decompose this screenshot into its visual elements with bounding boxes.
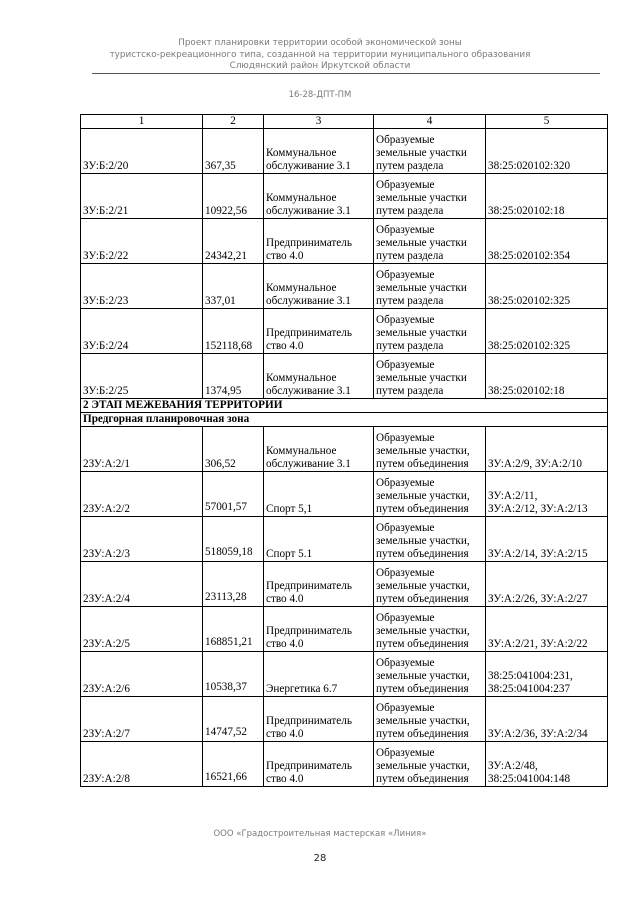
- formation-method-line: земельные участки,: [376, 535, 470, 547]
- column-header-2: 2: [203, 115, 264, 129]
- plot-designation-cell: ЗУ:Б:2/23: [81, 264, 203, 309]
- formation-method-line: путем раздела: [376, 385, 444, 397]
- source-plots-line: 38:25:020102:325: [488, 295, 571, 307]
- formation-method-line: земельные участки,: [376, 490, 470, 502]
- area-value: 1374,95: [205, 385, 242, 397]
- source-plots-cell: [486, 562, 608, 607]
- land-use-line: Предприниматель: [266, 625, 352, 637]
- source-plots-cell: [486, 219, 608, 264]
- source-plots-cell: [486, 652, 608, 697]
- formation-method-line: земельные участки,: [376, 625, 470, 637]
- formation-method-cell: [374, 652, 486, 697]
- land-use-line: Коммунальное: [266, 192, 337, 204]
- table-row: [81, 562, 608, 607]
- area-value: 518059,18: [205, 546, 253, 558]
- formation-method-line: земельные участки: [376, 147, 467, 159]
- area-cell: [203, 562, 264, 607]
- area-cell: [203, 472, 264, 517]
- area-value: 152118,68: [205, 340, 253, 352]
- formation-method-cell: [374, 264, 486, 309]
- formation-method-line: путем объединения: [376, 458, 469, 470]
- plot-designation-cell: ЗУ:Б:2/22: [81, 219, 203, 264]
- area-cell: [203, 607, 264, 652]
- formation-method-line: путем раздела: [376, 295, 444, 307]
- formation-method-cell: [374, 472, 486, 517]
- table-row: [81, 742, 608, 787]
- source-plots-cell: [486, 427, 608, 472]
- plot-designation-cell: 2ЗУ:А:2/3: [81, 517, 203, 562]
- area-value: 16521,66: [205, 771, 247, 783]
- source-plots-cell: [486, 129, 608, 174]
- source-plots-line: 38:25:020102:18: [488, 205, 565, 217]
- formation-method-line: земельные участки: [376, 372, 467, 384]
- table-row: [81, 472, 608, 517]
- land-use-line: Коммунальное: [266, 282, 337, 294]
- source-plots-line: ЗУ:А:2/11,: [488, 490, 538, 502]
- area-cell: [203, 219, 264, 264]
- formation-method-cell: [374, 309, 486, 354]
- formation-method-line: земельные участки: [376, 327, 467, 339]
- table-row: [81, 607, 608, 652]
- land-use-line: ство 4.0: [266, 340, 304, 352]
- land-use-cell: [264, 309, 374, 354]
- source-plots-cell: [486, 309, 608, 354]
- land-use-cell: [264, 219, 374, 264]
- formation-method-line: Образуемые: [376, 567, 435, 579]
- area-value: 306,52: [205, 458, 236, 470]
- land-use-line: Спорт 5.1: [266, 548, 313, 560]
- formation-method-line: Образуемые: [376, 747, 435, 759]
- area-cell: [203, 697, 264, 742]
- source-plots-line: 38:25:041004:237: [488, 683, 571, 695]
- area-value: 168851,21: [205, 636, 253, 648]
- header-rule: [92, 73, 600, 74]
- formation-method-cell: [374, 742, 486, 787]
- formation-method-line: путем раздела: [376, 250, 444, 262]
- source-plots-cell: [486, 517, 608, 562]
- formation-method-line: земельные участки,: [376, 715, 470, 727]
- land-use-line: ство 4.0: [266, 773, 304, 785]
- footer-company: ООО «Градостроительная мастерская «Линия»: [213, 829, 427, 839]
- column-header-5: 5: [486, 115, 608, 129]
- formation-method-line: путем объединения: [376, 773, 469, 785]
- source-plots-cell: [486, 697, 608, 742]
- source-plots-cell: [486, 742, 608, 787]
- table-row: [81, 174, 608, 219]
- source-plots-line: ЗУ:А:2/9, ЗУ:А:2/10: [488, 458, 583, 470]
- land-use-line: обслуживание 3.1: [266, 385, 351, 397]
- land-use-line: Коммунальное: [266, 372, 337, 384]
- land-use-line: Коммунальное: [266, 445, 337, 457]
- land-use-cell: [264, 607, 374, 652]
- formation-method-line: Образуемые: [376, 702, 435, 714]
- column-header-1: 1: [81, 115, 203, 129]
- area-value: 24342,21: [205, 250, 247, 262]
- formation-method-line: путем объединения: [376, 728, 469, 740]
- area-cell: [203, 129, 264, 174]
- land-use-line: ство 4.0: [266, 593, 304, 605]
- page-number: 28: [313, 853, 327, 864]
- plot-designation-cell: 2ЗУ:А:2/6: [81, 652, 203, 697]
- table-header-row: [81, 115, 608, 129]
- area-cell: [203, 354, 264, 399]
- formation-method-line: путем объединения: [376, 548, 469, 560]
- formation-method-line: Образуемые: [376, 432, 435, 444]
- land-use-cell: [264, 562, 374, 607]
- area-value: 57001,57: [205, 501, 247, 513]
- plot-designation-cell: ЗУ:Б:2/25: [81, 354, 203, 399]
- land-use-line: Энергетика 6.7: [266, 683, 338, 695]
- plot-designation-cell: 2ЗУ:А:2/5: [81, 607, 203, 652]
- formation-method-line: земельные участки: [376, 192, 467, 204]
- land-use-line: Спорт 5,1: [266, 503, 313, 515]
- land-use-cell: [264, 652, 374, 697]
- source-plots-line: 38:25:020102:354: [488, 250, 571, 262]
- section-heading-stage: [81, 399, 608, 413]
- land-use-line: обслуживание 3.1: [266, 160, 351, 172]
- table-row: [81, 309, 608, 354]
- header-line-2: туристско-рекреационного типа, созданной на территории муниципального образования: [109, 49, 531, 60]
- formation-method-line: путем раздела: [376, 340, 444, 352]
- source-plots-line: ЗУ:А:2/36, ЗУ:А:2/34: [488, 728, 588, 740]
- source-plots-line: 38:25:020102:18: [488, 385, 565, 397]
- area-value: 367,35: [205, 160, 236, 172]
- formation-method-line: путем раздела: [376, 205, 444, 217]
- formation-method-line: Образуемые: [376, 359, 435, 371]
- source-plots-line: ЗУ:А:2/26, ЗУ:А:2/27: [488, 593, 588, 605]
- formation-method-cell: [374, 174, 486, 219]
- plot-designation-cell: ЗУ:Б:2/24: [81, 309, 203, 354]
- area-cell: [203, 174, 264, 219]
- formation-method-line: путем объединения: [376, 683, 469, 695]
- formation-method-line: Образуемые: [376, 477, 435, 489]
- table-row: [81, 517, 608, 562]
- formation-method-cell: [374, 219, 486, 264]
- section-heading-stage-label: 2 ЭТАП МЕЖЕВАНИЯ ТЕРРИТОРИИ: [81, 399, 608, 413]
- source-plots-line: 38:25:020102:325: [488, 340, 571, 352]
- header-line-1: Проект планировки территории особой экономической зоны: [178, 38, 462, 48]
- area-cell: [203, 742, 264, 787]
- source-plots-cell: [486, 472, 608, 517]
- formation-method-line: земельные участки,: [376, 760, 470, 772]
- table-row: [81, 129, 608, 174]
- plot-designation-cell: 2ЗУ:А:2/2: [81, 472, 203, 517]
- plot-designation-cell: 2ЗУ:А:2/7: [81, 697, 203, 742]
- land-use-cell: [264, 174, 374, 219]
- formation-method-line: Образуемые: [376, 522, 435, 534]
- land-use-line: ство 4.0: [266, 250, 304, 262]
- formation-method-cell: [374, 607, 486, 652]
- table-row: [81, 427, 608, 472]
- table-row: [81, 697, 608, 742]
- source-plots-line: 38:25:020102:320: [488, 160, 571, 172]
- plot-designation-cell: ЗУ:Б:2/21: [81, 174, 203, 219]
- area-cell: [203, 309, 264, 354]
- formation-method-line: путем объединения: [376, 593, 469, 605]
- table-row: [81, 652, 608, 697]
- area-value: 337,01: [205, 295, 236, 307]
- land-use-cell: [264, 354, 374, 399]
- area-value: 23113,28: [205, 591, 247, 603]
- formation-method-line: Образуемые: [376, 224, 435, 236]
- formation-method-cell: [374, 697, 486, 742]
- formation-method-line: земельные участки,: [376, 580, 470, 592]
- formation-method-cell: [374, 129, 486, 174]
- area-value: 10922,56: [205, 205, 247, 217]
- land-use-line: обслуживание 3.1: [266, 458, 351, 470]
- section-heading-zone: [81, 413, 608, 427]
- land-use-cell: [264, 517, 374, 562]
- formation-method-line: Образуемые: [376, 657, 435, 669]
- land-use-line: Коммунальное: [266, 147, 337, 159]
- formation-method-line: Образуемые: [376, 179, 435, 191]
- plot-designation-cell: 2ЗУ:А:2/8: [81, 742, 203, 787]
- document-header: [0, 38, 640, 73]
- header-line-3: Слюдянский район Иркутской области: [229, 61, 411, 71]
- column-header-4: 4: [374, 115, 486, 129]
- source-plots-cell: [486, 607, 608, 652]
- area-cell: [203, 264, 264, 309]
- area-cell: [203, 517, 264, 562]
- plot-designation-cell: ЗУ:Б:2/20: [81, 129, 203, 174]
- land-use-line: Предприниматель: [266, 237, 352, 249]
- formation-method-line: Образуемые: [376, 269, 435, 281]
- table-row: [81, 219, 608, 264]
- formation-method-line: Образуемые: [376, 612, 435, 624]
- land-use-line: обслуживание 3.1: [266, 205, 351, 217]
- land-use-line: Предприниматель: [266, 327, 352, 339]
- land-use-line: ство 4.0: [266, 638, 304, 650]
- table-body: [81, 115, 608, 787]
- formation-method-line: путем объединения: [376, 638, 469, 650]
- area-cell: [203, 427, 264, 472]
- land-plots-table: [80, 114, 608, 787]
- plot-designation-cell: 2ЗУ:А:2/4: [81, 562, 203, 607]
- formation-method-cell: [374, 562, 486, 607]
- land-use-cell: [264, 129, 374, 174]
- land-use-cell: [264, 742, 374, 787]
- source-plots-line: ЗУ:А:2/48,: [488, 760, 538, 772]
- formation-method-line: земельные участки: [376, 282, 467, 294]
- document-code: 16-28-ДПТ-ПМ: [288, 90, 352, 100]
- land-use-line: Предприниматель: [266, 580, 352, 592]
- area-cell: [203, 652, 264, 697]
- formation-method-cell: [374, 517, 486, 562]
- source-plots-line: ЗУ:А:2/14, ЗУ:А:2/15: [488, 548, 588, 560]
- land-use-cell: [264, 697, 374, 742]
- formation-method-line: земельные участки,: [376, 445, 470, 457]
- formation-method-line: путем раздела: [376, 160, 444, 172]
- source-plots-cell: [486, 174, 608, 219]
- source-plots-line: 38:25:041004:148: [488, 773, 571, 785]
- source-plots-line: ЗУ:А:2/12, ЗУ:А:2/13: [488, 503, 588, 515]
- plot-designation-cell: 2ЗУ:А:2/1: [81, 427, 203, 472]
- area-value: 14747,52: [205, 726, 247, 738]
- land-use-cell: [264, 264, 374, 309]
- formation-method-cell: [374, 354, 486, 399]
- formation-method-line: путем объединения: [376, 503, 469, 515]
- table-row: [81, 264, 608, 309]
- table-row: [81, 354, 608, 399]
- land-use-cell: [264, 427, 374, 472]
- formation-method-cell: [374, 427, 486, 472]
- land-use-line: ство 4.0: [266, 728, 304, 740]
- source-plots-line: 38:25:041004:231,: [488, 670, 573, 682]
- land-use-line: Предприниматель: [266, 760, 352, 772]
- column-header-3: 3: [264, 115, 374, 129]
- formation-method-line: Образуемые: [376, 134, 435, 146]
- formation-method-line: земельные участки,: [376, 670, 470, 682]
- source-plots-line: ЗУ:А:2/21, ЗУ:А:2/22: [488, 638, 588, 650]
- area-value: 10538,37: [205, 681, 247, 693]
- source-plots-cell: [486, 354, 608, 399]
- land-use-line: обслуживание 3.1: [266, 295, 351, 307]
- source-plots-cell: [486, 264, 608, 309]
- land-use-cell: [264, 472, 374, 517]
- section-heading-zone-label: Предгорная планировочная зона: [81, 413, 608, 427]
- formation-method-line: Образуемые: [376, 314, 435, 326]
- formation-method-line: земельные участки: [376, 237, 467, 249]
- land-use-line: Предприниматель: [266, 715, 352, 727]
